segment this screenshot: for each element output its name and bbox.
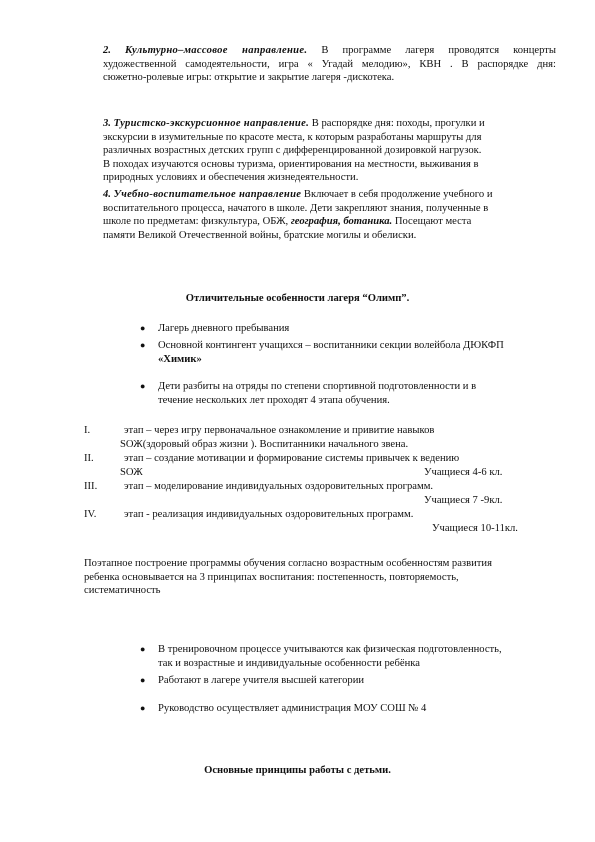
section-number: 3. [103, 118, 111, 129]
section-text: В программе лагеря проводятся концерты [307, 45, 556, 56]
section-cultural [103, 44, 556, 85]
paragraph-stages: Поэтапное построение программы обучения согласно возрастным особенностям развития ребенка основывается на 3 принципах воспитания: постепенность, повторяемость, систематичность [84, 558, 492, 597]
section-text: различных возрастных детских групп с дифференцированной дозировкой нагрузок. [103, 145, 482, 157]
list-item: ● Основной контингент учащихся – воспитанники секции волейбола ДЮКФП «Химик» [140, 340, 504, 365]
section-number: 4. [103, 189, 111, 200]
list-item: ● Лагерь дневного пребывания [140, 323, 290, 334]
bullet-icon: ● [140, 323, 146, 333]
stage-number: I. [84, 425, 91, 436]
stage-grade: Учащиеся 10-11кл. [432, 522, 518, 534]
heading-features: Отличительные особенности лагеря “Олимп”. [185, 293, 410, 304]
section-lead: Учебно-воспитательное направление [113, 189, 302, 200]
bullet-icon: ● [140, 381, 146, 391]
heading-principles: Основные принципы работы с детьми. [204, 765, 391, 776]
section-text: школе по предметам: физкультура, ОБЖ, [103, 216, 291, 228]
section-text: художественной самодеятельности, игра « Угадай мелодию», КВН . В распорядке дня: [103, 58, 556, 70]
section-text: воспитательного процесса, начатого в школе. Дети закрепляют знания, полученные в [103, 202, 489, 214]
stage-grade: Учащиеся 4-6 кл. [424, 466, 503, 478]
section-text: Посещают места [392, 216, 472, 228]
bullet-icon: ● [140, 644, 146, 654]
section-text: Включает в себя продолжение учебного и [301, 189, 493, 200]
section-text: В распорядке дня: походы, прогулки и [309, 118, 485, 129]
list-item: ● Дети разбиты на отряды по степени спортивной подготовленности и в течение нескольких лет проходят 4 этапа обучения. [140, 381, 477, 406]
bullet-icon: ● [140, 703, 146, 713]
list-item: ● Руководство осуществляет администрация МОУ СОШ № 4 [140, 703, 427, 714]
section-text: природных условиях и обеспечения жизнедеятельности. [103, 172, 359, 184]
section-text: экскурсии в изумительные по красоте места, к которым разработаны маршруты для [103, 131, 482, 143]
stage-row: IV. этап - реализация индивидуальных оздоровительных программ. Учащиеся 10-11кл. [84, 509, 518, 534]
section-educational [103, 188, 556, 242]
section-tourism [103, 117, 556, 185]
section-lead: Культурно–массовое направление. [125, 45, 308, 56]
info-list [140, 643, 560, 723]
stage-row: I. этап – через игру первоначальное ознакомление и привитие навыков SОЖ(здоровый образ жизни ). Воспитанники начального звена. [84, 425, 435, 450]
stage-row: III. этап – моделирование индивидуальных оздоровительных программ. Учащиеся 7 -9кл. [84, 481, 503, 506]
stage-row: II. этап – создание мотивации и формирование системы привычек к ведению SОЖ Учащиеся 4-6 кл. [84, 453, 503, 478]
list-item: ● Работают в лагере учителя высшей категории [140, 675, 365, 686]
section-text-emphasis: география, ботаника. [290, 216, 393, 228]
section-number: 2. [103, 45, 111, 56]
section-text: сюжетно-ролевые игры: открытие и закрытие лагеря -дискотека. [103, 72, 395, 84]
stage-number: II. [84, 453, 94, 464]
bullet-icon: ● [140, 340, 146, 350]
section-text: В походах изучаются основы туризма, ориентирования на местности, выживания в [103, 158, 479, 170]
stages-list [84, 424, 564, 544]
list-item: ● В тренировочном процессе учитываются как физическая подготовленность, так и возрастные и индивидуальные особенности ребёнка [140, 644, 502, 669]
section-text: памяти Великой Отечественной войны, братские могилы и обелиски. [103, 229, 417, 241]
stage-grade: Учащиеся 7 -9кл. [424, 494, 503, 506]
stage-number: III. [84, 481, 98, 492]
bullet-icon: ● [140, 675, 146, 685]
stage-number: IV. [84, 509, 97, 520]
section-lead: Туристско-экскурсионное направление. [113, 118, 310, 129]
